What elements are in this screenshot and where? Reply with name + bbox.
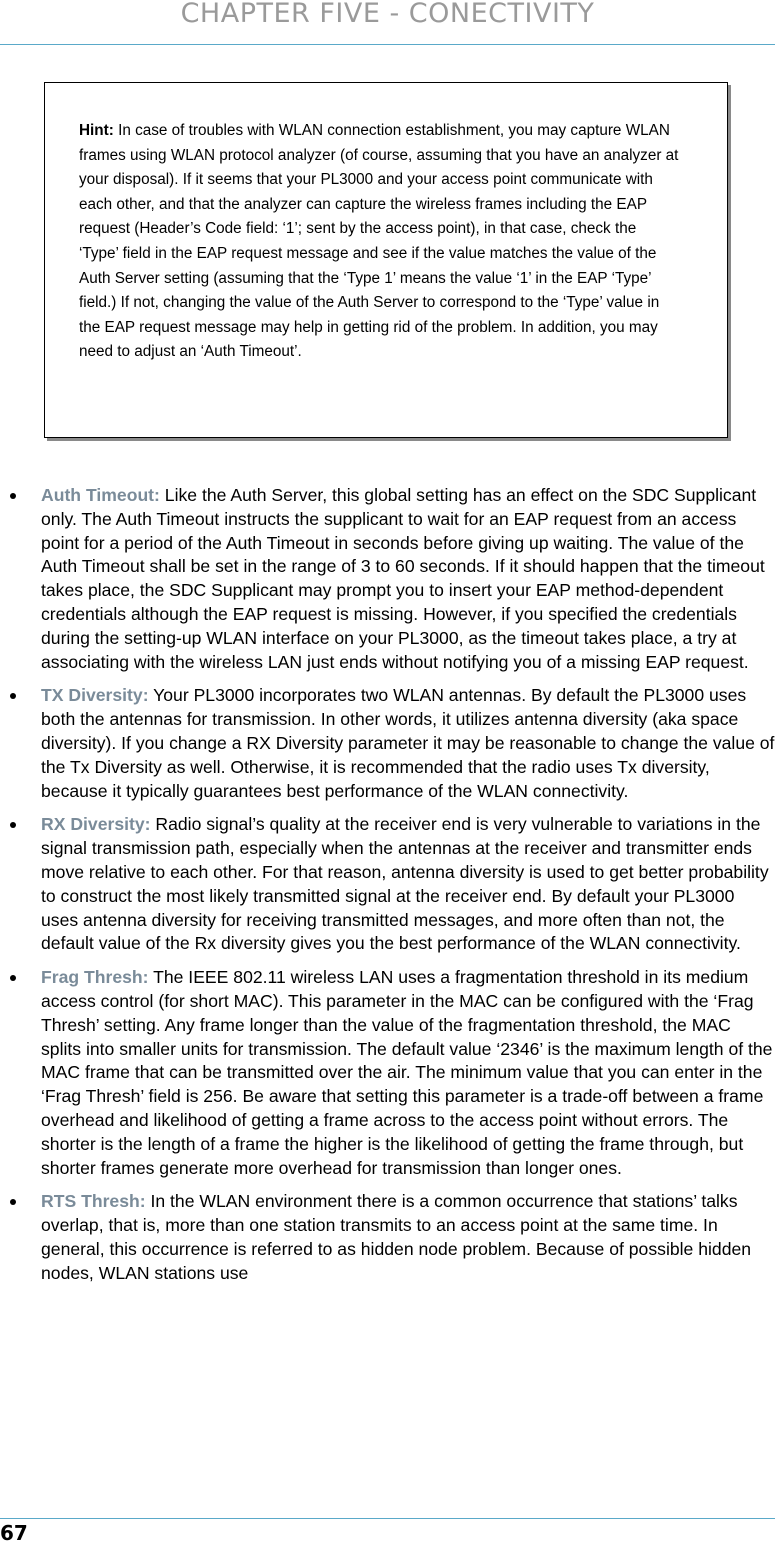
item-text: The IEEE 802.11 wireless LAN uses a fragmentation threshold in its medium access control (for short MAC). This parameter in the MAC can be configured with the ‘Frag Thresh’ setting. Any frame longer than the value of the fragmentation threshold, the MAC splits into smaller units for transmission. The default value ‘2346’ is the maximum length of the MAC frame that can be transmitted over the air. The minimum value that you can enter in the ‘Frag Thresh’ field is 256. Be aware that setting this parameter is a trade-off between a frame overhead and likelihood of getting a frame across to the access point without errors. The shorter is the length of a frame the higher is the likelihood of getting the frame through, but shorter frames generate more overhead for transmission than longer ones. <box>41 967 773 1178</box>
list-item-frag-thresh <box>0 966 775 1180</box>
hint-text <box>79 119 679 365</box>
item-term: RX Diversity: <box>41 814 151 835</box>
bullet-icon <box>10 693 16 699</box>
item-text: In the WLAN environment there is a common occurrence that stations’ talks overlap, that is, more than one station transmits to an access point at the same time. In general, this occurrence is referred to as hidden node problem. Because of possible hidden nodes, WLAN stations use <box>41 1191 752 1283</box>
bullet-icon <box>10 975 16 981</box>
hint-box <box>44 82 728 438</box>
bullet-icon <box>10 493 16 499</box>
item-text: Your PL3000 incorporates two WLAN antennas. By default the PL3000 uses both the antennas for transmission. In other words, it utilizes antenna diversity (aka space diversity). If you change a RX Diversity parameter it may be reasonable to change the value of the Tx Diversity as well. Otherwise, it is recommended that the radio uses Tx diversity, because it typically guarantees best performance of the WLAN connectivity. <box>41 685 775 801</box>
item-text: Like the Auth Server, this global setting has an effect on the SDC Supplicant only. The Auth Timeout instructs the supplicant to wait for an EAP request from an access point for a period of the Auth Timeout in seconds before giving up waiting. The value of the Auth Timeout shall be set in the range of 3 to 60 seconds. If it should happen that the timeout takes place, the SDC Supplicant may prompt you to insert your EAP method-dependent credentials although the EAP request is missing. However, if you specified the credentials during the setting-up WLAN interface on your PL3000, as the timeout takes place, a try at associating with the wireless LAN just ends without notifying you of a missing EAP request. <box>41 485 765 672</box>
settings-list <box>0 484 775 1296</box>
list-item-tx-diversity <box>0 684 775 803</box>
chapter-title: CHAPTER FIVE - CONECTIVITY <box>180 0 595 29</box>
hint-body: In case of troubles with WLAN connection establishment, you may capture WLAN frames using WLAN protocol analyzer (of course, assuming that you have an analyzer at your disposal). If it seems that your PL3000 and your access point communicate with each other, and that the analyzer can capture the wireless frames including the EAP request (Header’s Code field: ‘1’; sent by the access point), in that case, check the ‘Type’ field in the EAP request message and see if the value matches the value of the Auth Server setting (assuming that the ‘Type 1’ means the value ‘1’ in the EAP ‘Type’ field.) If not, changing the value of the Auth Server to correspond to the ‘Type’ value in the EAP request message may help in getting rid of the problem. In addition, you may need to adjust an ‘Auth Timeout’. <box>79 122 679 361</box>
page-header <box>0 0 775 45</box>
item-term: Frag Thresh: <box>41 967 149 988</box>
item-text: Radio signal’s quality at the receiver end is very vulnerable to variations in the signal transmission path, especially when the antennas at the receiver and transmitter ends move relative to each other. For that reason, antenna diversity is used to get better probability to construct the most likely transmitted signal at the receiver end. By default your PL3000 uses antenna diversity for receiving transmitted messages, and more often than not, the default value of the Rx diversity gives you the best performance of the WLAN connectivity. <box>41 814 769 954</box>
item-term: RTS Thresh: <box>41 1191 146 1212</box>
hint-label: Hint: <box>79 122 114 139</box>
bullet-icon <box>10 1199 16 1205</box>
page-footer <box>0 1518 775 1544</box>
bullet-icon <box>10 822 16 828</box>
item-term: TX Diversity: <box>41 685 149 706</box>
list-item-auth-timeout <box>0 484 775 674</box>
page-number: 67 <box>0 1521 28 1545</box>
item-term: Auth Timeout: <box>41 485 160 505</box>
list-item-rts-thresh <box>0 1190 775 1285</box>
list-item-rx-diversity <box>0 813 775 956</box>
